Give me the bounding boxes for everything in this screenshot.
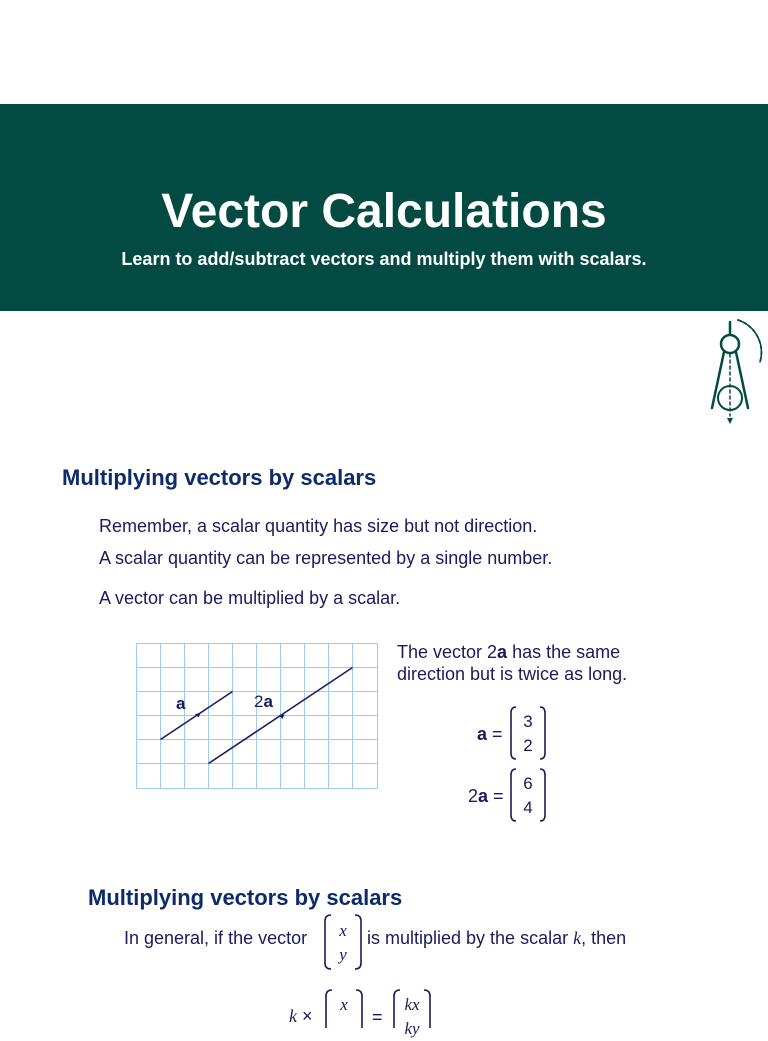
body-text: A scalar quantity can be represented by a single number. (99, 548, 553, 568)
section-heading: Multiplying vectors by scalars (88, 885, 403, 910)
vector-grid-diagram (136, 643, 378, 789)
formula-equals: = (372, 1007, 383, 1027)
formula-vector-x: x (340, 995, 348, 1014)
formula-result-vector: kx ky (404, 995, 420, 1038)
vector-a-label: a (176, 694, 186, 713)
equation-2a-lhs: 2a = (468, 786, 504, 806)
general-text-pre: In general, if the vector (124, 928, 308, 948)
body-text: Remember, a scalar quantity has size but not direction. (99, 516, 538, 536)
vector-description: The vector 2a has the same direction but is twice as long. (397, 642, 628, 684)
equation-a-lhs: a = (477, 724, 503, 744)
section-heading: Multiplying vectors by scalars (62, 465, 377, 490)
general-text-post: is multiplied by the scalar k, then (367, 928, 627, 948)
page-title: Vector Calculations (161, 185, 607, 238)
column-vector-xy: x y (339, 921, 347, 964)
column-vector-2a: 6 4 (523, 774, 533, 817)
vector-2a-label: 2a (254, 692, 273, 711)
compass-icon (700, 316, 766, 426)
page-subtitle: Learn to add/subtract vectors and multiply them with scalars. (121, 249, 647, 269)
body-text: A vector can be multiplied by a scalar. (99, 588, 401, 608)
formula-lhs: k × (289, 1006, 313, 1026)
column-vector-a: 3 2 (523, 712, 533, 755)
title-banner (0, 104, 768, 311)
